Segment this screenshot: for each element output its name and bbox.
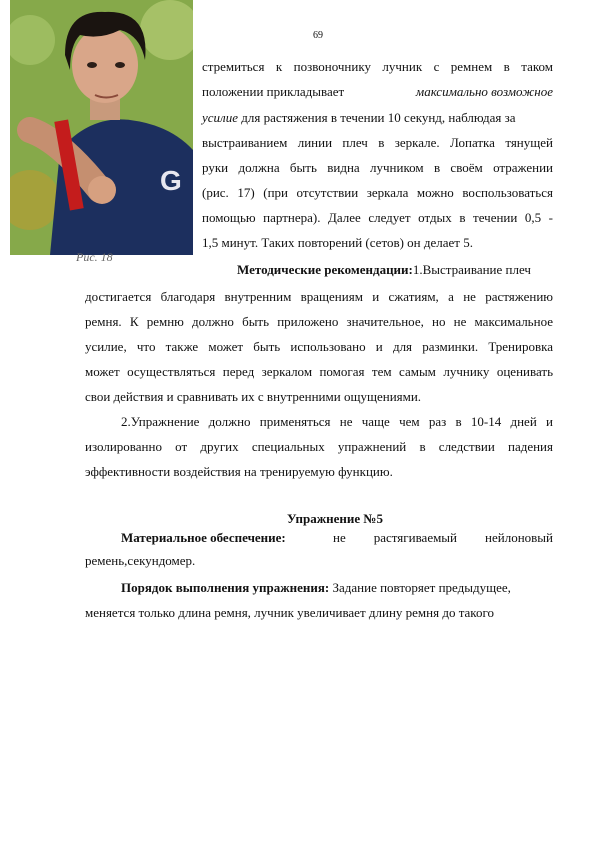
emphasis-text: максимально возможное — [415, 84, 553, 99]
text-line: стремиться к позвоночнику лучник с ремнем в таком — [202, 59, 553, 74]
text-line: ремня. К ремню должно быть приложено значительное, но не максимальное — [85, 314, 553, 329]
text-line: 2.Упражнение должно применяться не чаще чем раз в 10-14 дней и — [121, 414, 553, 429]
text-line: может осуществляться перед зеркалом помогая тем самым лучнику оценивать — [85, 364, 553, 379]
equipment-text: не растягиваемый нейлоновый — [333, 530, 553, 545]
text-span: 1.Выстраивание плеч — [412, 262, 531, 277]
archer-photo — [10, 0, 193, 255]
text-line: руки должна быть видна лучником в своём отражении — [202, 160, 553, 175]
text-span: для растяжения в течении 10 секунд, наблюдая за — [237, 110, 516, 125]
recommendations-line — [237, 262, 531, 278]
figure-caption: Рис. 18 — [76, 250, 113, 264]
text-line: ремень,секундомер. — [85, 553, 196, 568]
text-line: выстраиванием линии плеч в зеркале. Лопатка тянущей — [202, 135, 553, 150]
page-number: 69 — [313, 30, 323, 41]
text-line: эффективности воздействия на тренируемую функцию. — [85, 464, 393, 479]
text-line — [202, 84, 553, 100]
svg-text:G: G — [160, 165, 182, 196]
text-line: помощью партнера). Далее следует отдых в течении 0,5 - — [202, 210, 553, 225]
text-line: (рис. 17) (при отсутствии зеркала можно воспользоваться — [202, 185, 553, 200]
text-line — [202, 110, 553, 126]
emphasis-text: усилие — [202, 110, 238, 125]
figure-photo — [10, 0, 193, 255]
text-line: изолированно от других специальных упражнений в следствии падения — [85, 439, 553, 454]
text-line: 1,5 минут. Таких повторений (сетов) он делает 5. — [202, 235, 473, 250]
exercise-title: Упражнение №5 — [287, 511, 383, 526]
recommendations-heading: Методические рекомендации: — [237, 262, 413, 277]
text-line: свои действия и сравнивать их с внутренними ощущениями. — [85, 389, 422, 404]
procedure-line — [121, 580, 553, 596]
text-span: Задание повторяет предыдущее, — [329, 580, 511, 595]
equipment-line — [121, 530, 553, 546]
text-line: усилие, что также может быть использовано и для разминки. Тренировка — [85, 339, 553, 354]
text-line: достигается благодаря внутренним вращениям и сжатиям, а не растяжению — [85, 289, 553, 304]
equipment-label: Материальное обеспечение: — [121, 530, 286, 545]
procedure-label: Порядок выполнения упражнения: — [121, 580, 330, 595]
text-line: меняется только длина ремня, лучник увеличивает длину ремня до такого — [85, 605, 494, 620]
text-span: положении прикладывает — [202, 84, 345, 99]
